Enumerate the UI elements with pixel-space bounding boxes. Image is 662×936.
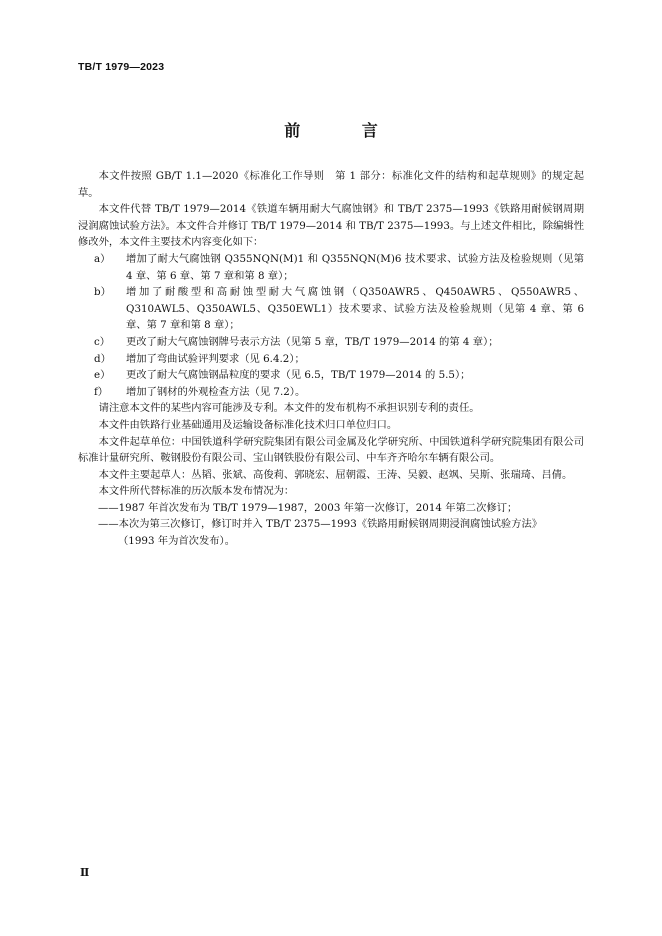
list-item xyxy=(78,334,584,351)
page-title: 前 言 xyxy=(284,121,406,140)
foreword-body xyxy=(78,168,584,550)
history-list xyxy=(78,500,584,550)
list-item-label: b） xyxy=(94,286,111,299)
list-item xyxy=(78,351,584,368)
list-item-label: f） xyxy=(94,385,109,398)
list-item-text: 更改了耐大气腐蚀钢牌号表示方法（见第 5 章，TB/T 1979—2014 的第 4 章）； xyxy=(126,335,499,348)
history-item xyxy=(98,500,584,517)
history-item xyxy=(98,516,584,549)
drafters: 本文件主要起草人：丛韬、张斌、高俊莉、郭晓宏、屈朝霞、王涛、吴毅、赵飒、吴斯、张瑞琦、吕倩。 xyxy=(98,468,573,481)
history-text: ——1987 年首次发布为 TB/T 1979—1987，2003 年第一次修订，2014 年第二次修订； xyxy=(98,501,518,514)
history-text: ——本次为第三次修订，修订时并入 TB/T 2375—1993《铁路用耐候钢周期浸润腐蚀试验方法》 xyxy=(98,518,543,531)
patent-notice: 请注意本文件的某些内容可能涉及专利。本文件的发布机构不承担识别专利的责任。 xyxy=(98,402,480,415)
list-item-text: 增加了弯曲试验评判要求（见 6.4.2）； xyxy=(126,352,305,365)
list-item xyxy=(78,251,584,284)
list-item-text: 增加了钢材的外观检查方法（见 7.2）。 xyxy=(126,385,306,398)
drafting-units: 本文件起草单位：中国铁道科学研究院集团有限公司金属及化学研究所、中国铁道科学研究院集团有限公司标准计量研究所、鞍钢股份有限公司、宝山钢铁股份有限公司、中车齐齐哈尔车辆有限公司。 xyxy=(78,435,584,465)
standard-code: TB/T 1979—2023 xyxy=(78,61,165,73)
list-item-text: 增加了耐大气腐蚀钢 Q355NQN(M)1 和 Q355NQN(M)6 技术要求、试验方法及检验规则（见第 4 章、第 6 章、第 7 章和第 8 章）； xyxy=(126,252,584,282)
history-continuation: （1993 年为首次发布）。 xyxy=(118,535,235,548)
list-item-label: c） xyxy=(94,335,111,348)
intro-paragraph: 本文件按照 GB/T 1.1—2020《标准化工作导则 第 1 部分：标准化文件的结构和起草规则》的规定起草。 xyxy=(78,170,584,199)
responsible-unit: 本文件由铁路行业基础通用及运输设备标准化技术归口单位归口。 xyxy=(98,418,398,431)
changes-list xyxy=(78,251,584,400)
list-item xyxy=(78,284,584,334)
history-intro: 本文件所代替标准的历次版本发布情况为： xyxy=(98,485,295,498)
list-item-label: e） xyxy=(94,369,111,382)
intro-paragraph: 本文件代替 TB/T 1979—2014《铁道车辆用耐大气腐蚀钢》和 TB/T 2375—1993《铁路用耐候钢周期浸润腐蚀试验方法》。本文件合并修订 TB/T 1979—2014 和 TB/T 2375—1993。与上述文件相比，除编辑性修改外，本文件主要技术内容变化如下： xyxy=(78,203,584,249)
list-item xyxy=(78,367,584,384)
list-item xyxy=(78,384,584,401)
page-number: Ⅱ xyxy=(80,866,90,879)
list-item-text: 更改了耐大气腐蚀钢晶粒度的要求（见 6.5，TB/T 1979—2014 的 5.5）； xyxy=(126,369,471,382)
list-item-text: 增加了耐酸型和高耐蚀型耐大气腐蚀钢（Q350AWR5、Q450AWR5、Q550AWR5、Q310AWL5、Q350AWL5、Q350EWL1）技术要求、试验方法及检验规则（见第 4 章、第 6 章、第 7 章和第 8 章）； xyxy=(126,286,584,332)
list-item-label: a） xyxy=(94,252,111,265)
list-item-label: d） xyxy=(94,352,111,365)
